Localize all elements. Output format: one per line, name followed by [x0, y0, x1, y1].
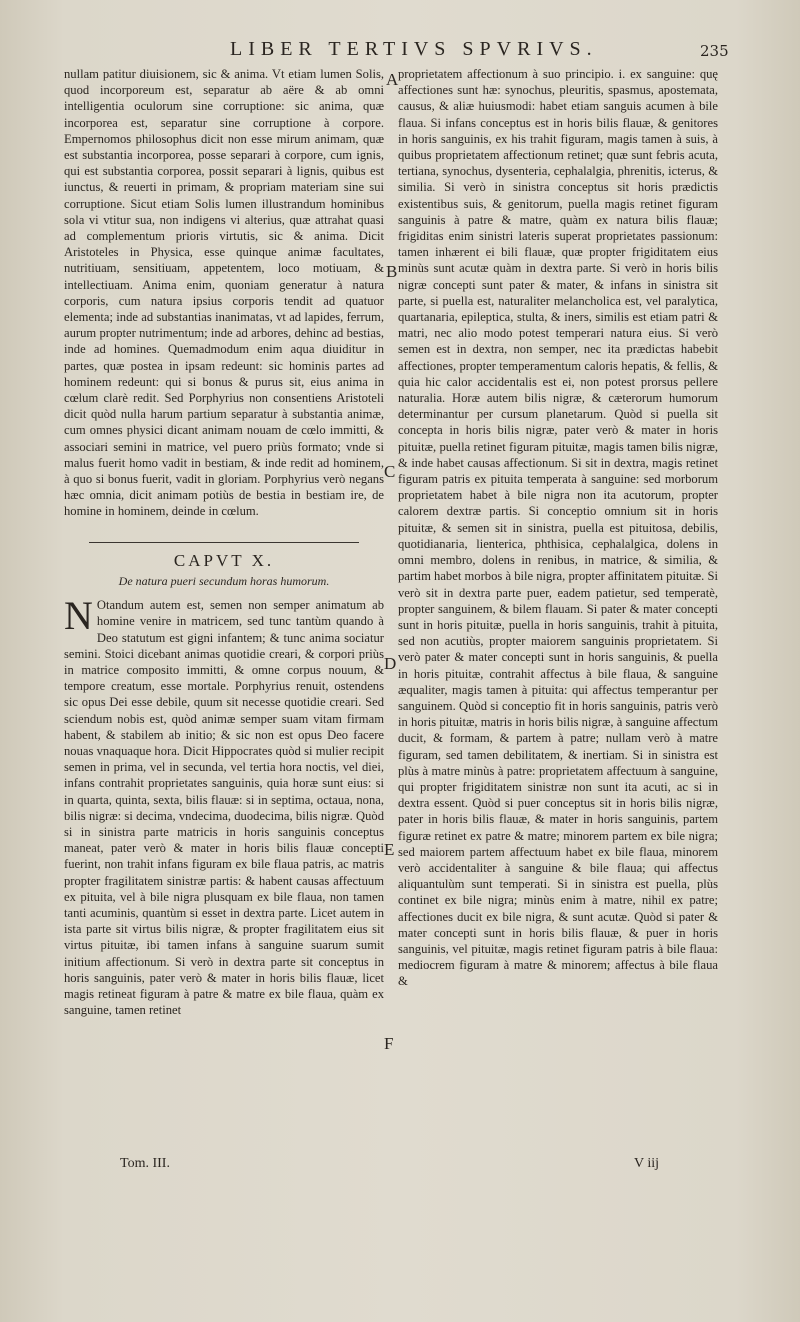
margin-letter-f: F [384, 1034, 394, 1053]
right-paragraph-1: proprietatem affectionum à suo principio. i. ex sanguine: quę affectiones sunt hæ: synochus, pleuritis, spasmus, apostemata, causus, & aliæ huiusmodi: habet etiam sanguis acumen à bile flaua. Si infans conceptus est in horis bilis flauæ, & genitores in horis sanguinis, ex his trahit figuram, magis tamen à suis, à quibus proprietatem affectionum retinet; quæ sunt febris acuta, tertiana, synochus, dysenteria, cephalalgia, phrenitis, icterus, & similia. Si verò in sinistra conceptus sit horis prædictis existentibus suis, & genitorum, puella magis retinet figuram sanguinis à patre & matre, quàm ex natura bilis flauæ; frigiditas enim sinistri lateris superat proprietates passionum: tamen inhærent ei bili flauæ, quæ propter frigiditatem eius minùs sunt acutæ quàm in dextra parte. Si verò in horis bilis nigræ concepti sunt pater & mater, & infans in sinistra sit parte, si puella est, naturaliter melancholica est, vel paralytica, quartanaria, epileptica, stulta, & iners, similis est etiam patri & matri, nec alio modo potest temperari natura eius. Si verò semen est in dextra, non semper, nec ita prædictas habebit affectiones, propter temperamentum caloris hepatis, & fellis, & quia hic calor accidentalis est ei, non potest prorsus pellere naturalia. Horæ autem bilis nigræ, & cæterorum humorum determinantur per cursum planetarum. Quòd si puella sit concepta in horis bilis nigræ, pater verò & mater in horis pituitæ, puella retinet figuram pituitæ, magis tamen bilis nigræ, & inde habet causas affectionum. Si sit in dextra, magis retinet figuram patris ex pituita temperata à sanguine: sed morborum proprietatem habet à bile nigra non ita acutorum, propter calorem dextræ partis. Si conceptio omnium sit in horis pituitæ, & semen sit in sinistra, puella est pituitosa, debilis, quotidianaria, lienterica, phthisica, cephalalgica, dolens in omni membro, dolens in renibus, in matrice, & similia, & partim habet morbos à bile nigra, propter affinitatem pituitæ. Si verò sit in dextra parte puer, eadem patietur, sed temperatè, propter sanguinem, & bilem flauam. Si pater & mater concepti sunt in horis pituitæ, puella in horis sanguinis, trahit à pituita, sed non acutiùs, propter maiorem sanguinis proprietatem. Si verò pater & mater concepti sunt in horis sanguinis, & puella in horis pituitæ, contrahit affectus à bile flaua, & sanguine æqualiter, magis tamen à pituita: qui affectus temperantur per sanguinem. Quòd si conceptio fit in horis sanguinis, patris verò in horis pituitæ, matris in horis bilis nigræ, à sanguine affectum ducit, & formam, & partem à patre; nullam verò à matre figuram, sed tamen debilitatem, & inertiam. Si in sinistra est plùs à matre minùs à patre: proprietatem affectuum à sanguine, qui propter frigiditatem sinistræ non sunt ita acuti, ac si in dextra essent. Quòd si puer conceptus sit in horis bilis nigræ, pater in horis bilis flauæ, & mater in horis sanguinis, partem figuræ retinet ex patre & matre; minorem partem ex bile nigra; sed maiorem partem affectuum habet ex bile flaua, minorem verò accidentaliter à sanguine & bile flaua; qui affectus aliquantulùm sunt temperati. Si in sinistra est puella, plùs continet ex bile nigra; minùs enim à matre, nihil ex patre; affectiones ducit ex bile nigra, & sunt acutæ. Quòd si pater & mater concepti sunt in horis bilis flauæ, & puer in horis sanguinis, vel pituitæ, magis retinet figuram patris à bile flaua: mediocrem figuram à matre & minorem; affectus à bile flaua & [398, 67, 718, 989]
chapter-subtitle: De natura pueri secundum horas humorum. [118, 573, 330, 588]
margin-letter-d: D [384, 654, 397, 673]
footer-volume: Tom. III. [120, 1156, 170, 1171]
left-paragraph-1: nullam patitur diuisionem, sic & anima. Vt etiam lumen Solis, quod incorporeum est, separatur ab aëre & ab omni intelligentia oculorum sine corruptione: sic anima, quæ incorporea est, separatur sine corruptione à corpore. Empernomos philosophus dicit non esse mirum animam, quæ est substantia incorporea, posse separari à corpore, cum ignis, qui est substantia corporea, possit separari à lignis, quibus est iunctus, & reuerti in primam, & propriam materiam sine sui corruptione. Sicut etiam Solis lumen illustrandum hominibus sola vi vtitur sua, non indigens vi alterius, quæ attrahat quasi ad complementum prioris virtutis, sic & anima. Dicit Aristoteles in Physica, esse quinque animæ facultates, nutritiuam, sensitiuam, appetentem, loco motiuam, & intellectiuam. Anima enim, quoniam generatur à natura corporis, cum natura ipsius corporis tendit ad quatuor elementa; inde ad substantias inanimatas, vt ad lapides, ferrum, aurum propter nutrimentum; inde ad arbores, dehinc ad bestias, inde ad homines. Quemadmodum enim aqua diuiditur in partes, quæ postea in ipsam redeunt: sic hominis partes ad hominem redeunt: qui si bonus & purus sit, eius anima in cœlum clarè redit. Sed Porphyrius non consentiens Aristoteli dicit quòd nulla harum partium separatur à substantia animæ, cum omnes physici dicant animam nouam de cœlo immitti, & associari semini in matrice, vel puero priùs formato; vnde si malus fuerit homo vadit in bestiam, & inde redit ad hominem, à quo si bonus fuerit, vadit in gloriam. Porphyrius verò negans hæc omnia, dicit animam potiùs de bestia in bestiam ire, de homine in hominem, deinde in cœlum. [64, 67, 384, 519]
left-paragraph-2 [64, 593, 384, 1018]
chapter-divider [89, 542, 359, 543]
margin-letter-e: E [384, 840, 395, 859]
left-paragraph-2-text: Otandum autem est, semen non semper animatum ab homine venire in matricem, sed tunc tantùm quando à Deo statutum est gigni infantem; & tunc anima sociatur semini. Stoici dicebant animas quotidie creari, & corpori priùs in matrice composito immitti, & omne corpus nouum, & tempore creatum, esse mortale. Porphyrius renuit, ostendens sic opus Dei esse debile, quum sit necesse quotidie creari. Sed sciendum nobis est, quòd animæ semper suam vitam firmam habent, & stabilem ab initio; & sic non est opus Deo facere nouas vnaquaque hora. Dicit Hippocrates quòd si mulier recipit semen in prima, vel in secunda, vel tertia hora noctis, vel diei, infans contrahit proprietates sanguinis, quia horæ sunt eius: si in quarta, quinta, sexta, bilis flauæ: si in septima, octaua, nona, bilis nigræ: si decima, vndecima, duodecima, bilis nigræ. Quòd si in sinistra parte matricis in horis sanguinis conceptus maneat, pater verò & mater in horis bilis flauæ concepti fuerint, non trahit infans figuram ex bile flaua patris, ac matris propter fragilitatem sinistræ partis: & habent causas affectuum ex pituita, vel à bile nigra plusquam ex bile flaua, non tamen tanti acuminis, quantùm si esset in dextra parte. Licet autem in ista parte sit virtus bilis nigræ, & propter fragilitatem eius sit virtus pituitæ, ibi tamen infans à sanguine suarum sumit initium affectionum. Si verò in dextra parte sit conceptus in horis sanguinis, pater verò & mater in horis bilis flauæ, licet magis retineat figuram à patre & matre ex bile flaua, quàm ex sanguine, tamen retinet [64, 598, 384, 1018]
margin-letter-c: C [384, 462, 396, 481]
margin-letter-a: A [386, 70, 399, 89]
drop-cap: N [64, 593, 93, 639]
footer-signature: V iij [634, 1156, 660, 1171]
left-column [64, 66, 384, 1018]
chapter-title: CAPVT X. [173, 550, 275, 570]
right-column [398, 66, 718, 990]
page-number: 235 [700, 42, 729, 60]
page-header [0, 38, 800, 68]
margin-letter-b: B [386, 262, 398, 281]
running-head: LIBER TERTIVS SPVRIVS. [230, 38, 598, 60]
